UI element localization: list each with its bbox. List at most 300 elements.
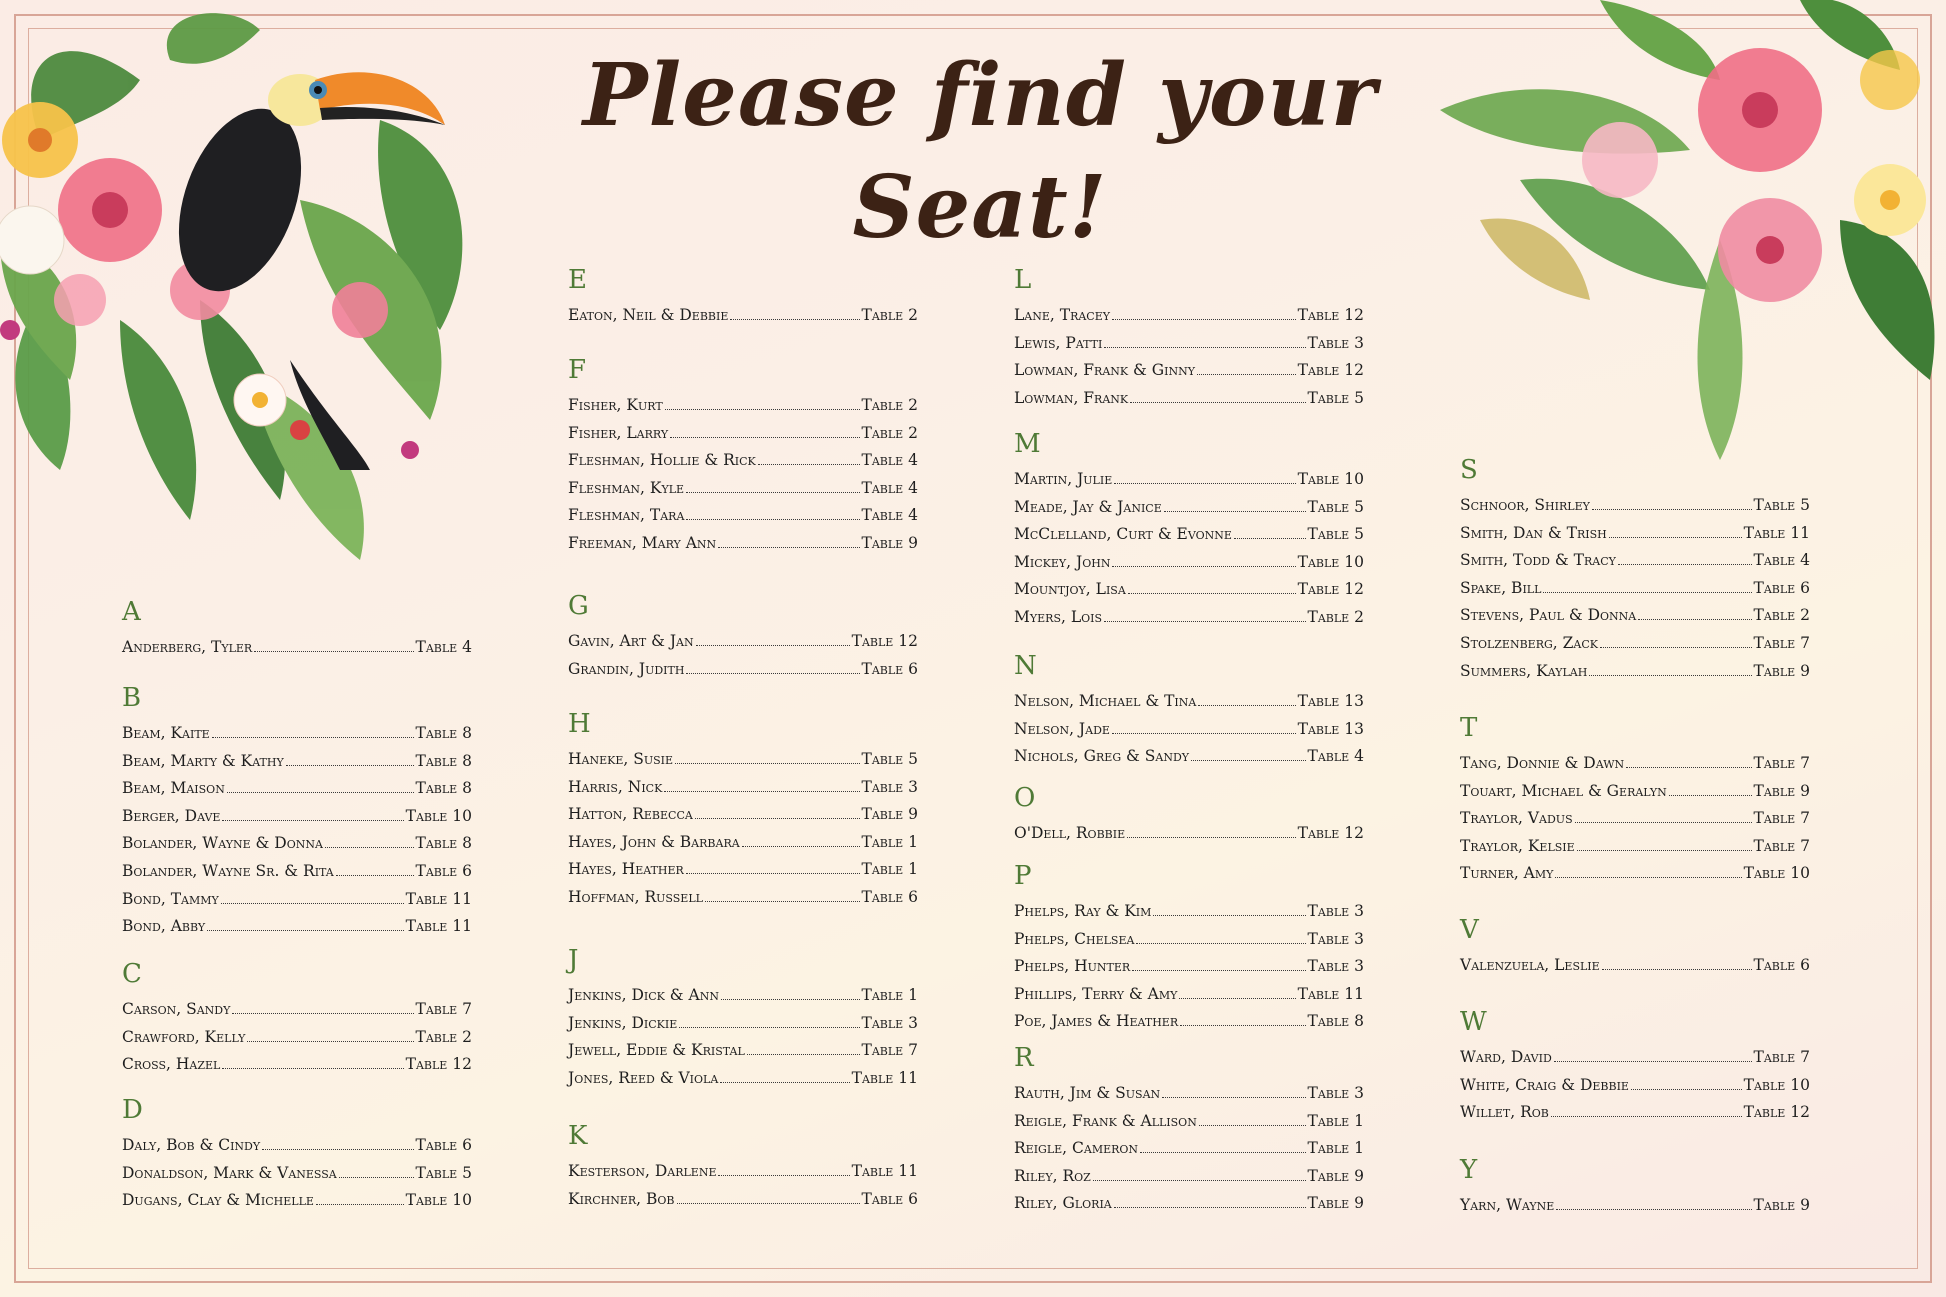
guest-name: Summers, Kaylah [1460, 661, 1588, 680]
dot-leader [1197, 374, 1296, 375]
guest-entry [1014, 1139, 1364, 1167]
guest-name: Mickey, John [1014, 552, 1111, 571]
dot-leader [705, 901, 860, 902]
guest-entry [568, 888, 918, 916]
table-number: Table 12 [1297, 306, 1364, 324]
guest-name: Kirchner, Bob [568, 1189, 675, 1208]
guest-entry [568, 750, 918, 778]
table-number: Table 9 [1753, 781, 1810, 800]
dot-leader [336, 875, 414, 876]
page-title: Please find your Seat! [582, 45, 1378, 258]
table-number: Table 10 [1297, 470, 1364, 488]
table-number: Table 7 [1753, 633, 1810, 652]
dot-leader [1543, 592, 1751, 593]
guest-name: Schnoor, Shirley [1460, 496, 1590, 514]
section-letter: O [1014, 783, 1036, 813]
dot-leader [742, 846, 860, 847]
dot-leader [695, 818, 860, 819]
table-number: Table 9 [1307, 1166, 1364, 1185]
guest-name: Reigle, Cameron [1014, 1139, 1139, 1158]
dot-leader [254, 651, 413, 652]
table-number: Table 10 [405, 1191, 472, 1210]
dot-leader [720, 1082, 849, 1083]
guest-name: Stevens, Paul & Donna [1460, 606, 1637, 625]
dot-leader [1198, 705, 1295, 706]
dot-leader [758, 464, 860, 465]
dot-leader [664, 791, 859, 792]
dot-leader [1128, 593, 1296, 594]
guest-name: Yarn, Wayne [1460, 1196, 1555, 1214]
guest-name: Fleshman, Tara [568, 506, 685, 525]
guest-name: Anderberg, Tyler [122, 638, 253, 656]
guest-name: Bolander, Wayne Sr. & Rita [122, 861, 334, 880]
guest-name: Valenzuela, Leslie [1460, 956, 1600, 974]
table-number: Table 2 [861, 306, 918, 324]
guest-entry [1460, 634, 1810, 662]
table-number: Table 2 [415, 1027, 472, 1046]
section-b [122, 684, 472, 945]
table-number: Table 9 [861, 533, 918, 552]
table-number: Table 7 [1753, 809, 1810, 828]
dot-leader [1180, 1025, 1305, 1026]
guest-entry [1460, 662, 1810, 690]
dot-leader [686, 519, 859, 520]
dot-leader [1112, 566, 1295, 567]
guest-name: Jenkins, Dick & Ann [568, 986, 719, 1004]
guest-entry [122, 890, 472, 918]
guest-entry [568, 632, 918, 660]
dot-leader [718, 547, 859, 548]
guest-name: Gavin, Art & Jan [568, 632, 694, 650]
hibiscus-floral-illustration [1420, 0, 1946, 470]
section-m [1014, 430, 1364, 636]
dot-leader [1153, 915, 1305, 916]
guest-entry [1014, 957, 1364, 985]
guest-entry [1014, 1012, 1364, 1040]
guest-name: Nelson, Michael & Tina [1014, 692, 1197, 710]
section-k [568, 1122, 918, 1217]
guest-name: Bond, Tammy [122, 889, 219, 908]
guest-name: White, Craig & Debbie [1460, 1075, 1629, 1094]
table-number: Table 6 [415, 1136, 472, 1154]
guest-entry [1014, 498, 1364, 526]
guest-entry [1460, 579, 1810, 607]
table-number: Table 11 [851, 1162, 918, 1180]
table-number: Table 3 [1307, 902, 1364, 920]
guest-entry [568, 1041, 918, 1069]
guest-entry [1460, 837, 1810, 865]
section-y [1460, 1156, 1810, 1224]
guest-entry [1014, 930, 1364, 958]
dot-leader [1130, 402, 1305, 403]
table-number: Table 11 [1743, 523, 1810, 542]
guest-name: Crawford, Kelly [122, 1027, 246, 1046]
guest-entry [568, 534, 918, 562]
table-number: Table 12 [1743, 1103, 1810, 1122]
table-number: Table 4 [861, 506, 918, 525]
guest-entry [1460, 551, 1810, 579]
dot-leader [696, 645, 850, 646]
dot-leader [1112, 319, 1296, 320]
guest-entry [568, 506, 918, 534]
table-number: Table 5 [415, 1163, 472, 1182]
guest-entry [1014, 720, 1364, 748]
guest-entry [1460, 1196, 1810, 1224]
guest-name: Jenkins, Dickie [568, 1013, 678, 1032]
table-number: Table 12 [1297, 361, 1364, 380]
guest-entry [568, 1014, 918, 1042]
guest-name: Riley, Gloria [1014, 1194, 1112, 1213]
table-number: Table 6 [1753, 578, 1810, 597]
dot-leader [686, 492, 859, 493]
guest-name: Stolzenberg, Zack [1460, 633, 1598, 652]
section-letter: T [1460, 713, 1478, 743]
guest-entry [568, 860, 918, 888]
table-number: Table 9 [1753, 661, 1810, 680]
guest-name: Freeman, Mary Ann [568, 533, 717, 552]
table-number: Table 9 [861, 805, 918, 824]
section-letter: C [122, 959, 142, 989]
dot-leader [1104, 621, 1305, 622]
table-number: Table 8 [1307, 1012, 1364, 1031]
table-number: Table 4 [415, 638, 472, 656]
section-g [568, 592, 918, 687]
guest-name: Reigle, Frank & Allison [1014, 1111, 1197, 1130]
table-number: Table 7 [861, 1041, 918, 1060]
guest-name: Carson, Sandy [122, 1000, 231, 1018]
guest-name: Dugans, Clay & Michelle [122, 1191, 314, 1210]
guest-entry [1460, 524, 1810, 552]
dot-leader [1631, 1089, 1742, 1090]
section-letter: N [1014, 651, 1037, 681]
section-w [1460, 1008, 1810, 1131]
table-number: Table 6 [861, 887, 918, 906]
guest-entry [1014, 553, 1364, 581]
dot-leader [677, 1203, 860, 1204]
dot-leader [1638, 619, 1751, 620]
table-number: Table 10 [1743, 1075, 1810, 1094]
dot-leader [686, 673, 859, 674]
guest-entry [1014, 361, 1364, 389]
table-number: Table 11 [405, 917, 472, 936]
dot-leader [221, 903, 404, 904]
guest-name: Traylor, Vadus [1460, 809, 1573, 828]
guest-name: Nichols, Greg & Sandy [1014, 747, 1190, 766]
section-letter: E [568, 265, 587, 295]
guest-entry [1014, 692, 1364, 720]
dot-leader [1602, 969, 1752, 970]
guest-name: Daly, Bob & Cindy [122, 1136, 261, 1154]
dot-leader [222, 1068, 403, 1069]
table-number: Table 4 [1307, 747, 1364, 766]
table-number: Table 6 [861, 1189, 918, 1208]
guest-entry [568, 1162, 918, 1190]
guest-entry [1460, 1048, 1810, 1076]
guest-name: Harris, Nick [568, 777, 663, 796]
guest-entry [122, 752, 472, 780]
table-number: Table 3 [1307, 957, 1364, 976]
table-number: Table 10 [405, 806, 472, 825]
guest-name: Jewell, Eddie & Kristal [568, 1041, 745, 1060]
guest-name: Martin, Julie [1014, 470, 1113, 488]
dot-leader [1626, 767, 1751, 768]
dot-leader [1140, 1152, 1305, 1153]
guest-entry [1460, 956, 1810, 984]
guest-entry [122, 834, 472, 862]
table-number: Table 7 [1753, 754, 1810, 772]
guest-entry [568, 1069, 918, 1097]
table-number: Table 5 [1307, 497, 1364, 516]
section-letter: J [568, 945, 579, 975]
guest-entry [122, 807, 472, 835]
guest-entry [568, 833, 918, 861]
guest-name: Willet, Rob [1460, 1103, 1549, 1122]
dot-leader [1114, 1207, 1306, 1208]
section-l [1014, 266, 1364, 416]
section-j [568, 946, 918, 1096]
section-f [568, 356, 918, 562]
guest-name: Donaldson, Mark & Vanessa [122, 1163, 337, 1182]
dot-leader [665, 409, 860, 410]
guest-entry [1014, 902, 1364, 930]
section-t [1460, 714, 1810, 892]
table-number: Table 8 [415, 724, 472, 742]
dot-leader [232, 1013, 413, 1014]
table-number: Table 7 [1753, 1048, 1810, 1066]
dot-leader [1132, 970, 1305, 971]
guest-entry [1014, 470, 1364, 498]
guest-entry [568, 805, 918, 833]
guest-name: Beam, Kaite [122, 724, 210, 742]
table-number: Table 9 [1753, 1196, 1810, 1214]
table-number: Table 6 [861, 659, 918, 678]
guest-name: Fleshman, Hollie & Rick [568, 451, 756, 470]
guest-name: O'Dell, Robbie [1014, 824, 1126, 842]
guest-name: Poe, James & Heather [1014, 1012, 1179, 1031]
guest-name: Hayes, Heather [568, 860, 684, 879]
guest-entry [1014, 334, 1364, 362]
table-number: Table 8 [415, 751, 472, 770]
guest-name: Phelps, Hunter [1014, 957, 1131, 976]
section-letter: Y [1460, 1155, 1478, 1185]
guest-name: Fleshman, Kyle [568, 478, 685, 497]
table-number: Table 1 [1307, 1111, 1364, 1130]
guest-entry [122, 1055, 472, 1083]
guest-entry [1460, 1076, 1810, 1104]
dot-leader [1600, 647, 1752, 648]
dot-leader [286, 765, 414, 766]
section-letter: M [1014, 429, 1041, 459]
guest-entry [1014, 608, 1364, 636]
table-number: Table 11 [1297, 984, 1364, 1003]
guest-name: Haneke, Susie [568, 750, 674, 768]
guest-name: Lowman, Frank [1014, 388, 1129, 407]
dot-leader [222, 820, 403, 821]
table-number: Table 2 [861, 396, 918, 414]
section-letter: A [122, 597, 141, 627]
table-number: Table 12 [1297, 824, 1364, 842]
dot-leader [1618, 564, 1752, 565]
dot-leader [747, 1054, 860, 1055]
table-number: Table 3 [861, 1013, 918, 1032]
dot-leader [1556, 1209, 1751, 1210]
section-letter: F [568, 355, 587, 385]
section-r [1014, 1044, 1364, 1222]
guest-entry [1460, 809, 1810, 837]
table-number: Table 4 [861, 478, 918, 497]
guest-name: Berger, Dave [122, 806, 221, 825]
dot-leader [670, 437, 859, 438]
table-number: Table 2 [861, 423, 918, 442]
dot-leader [1164, 511, 1306, 512]
dot-leader [1609, 537, 1742, 538]
guest-name: Smith, Todd & Tracy [1460, 551, 1616, 570]
dot-leader [207, 930, 404, 931]
guest-entry [1460, 1103, 1810, 1131]
section-o [1014, 784, 1364, 852]
guest-entry [568, 396, 918, 424]
dot-leader [1551, 1116, 1742, 1117]
section-letter: R [1014, 1043, 1034, 1073]
guest-name: Beam, Marty & Kathy [122, 751, 284, 770]
guest-entry [1014, 306, 1364, 334]
guest-name: Phelps, Ray & Kim [1014, 902, 1152, 920]
guest-entry [122, 1136, 472, 1164]
table-number: Table 11 [851, 1068, 918, 1087]
guest-name: Bond, Abby [122, 917, 206, 936]
dot-leader [325, 847, 414, 848]
section-s [1460, 456, 1810, 689]
guest-entry [568, 306, 918, 334]
dot-leader [721, 999, 860, 1000]
section-letter: B [122, 683, 142, 713]
table-number: Table 5 [861, 750, 918, 768]
guest-name: Traylor, Kelsie [1460, 836, 1575, 855]
table-number: Table 6 [1753, 956, 1810, 974]
table-number: Table 12 [1297, 580, 1364, 599]
guest-entry [568, 451, 918, 479]
guest-name: Nelson, Jade [1014, 719, 1110, 738]
guest-name: Hatton, Rebecca [568, 805, 693, 824]
guest-name: Fisher, Kurt [568, 396, 663, 414]
guest-name: Beam, Maison [122, 779, 225, 798]
guest-name: Lewis, Patti [1014, 333, 1103, 352]
guest-entry [1014, 525, 1364, 553]
section-p [1014, 862, 1364, 1040]
table-number: Table 7 [1753, 836, 1810, 855]
table-number: Table 5 [1753, 496, 1810, 514]
dot-leader [316, 1204, 404, 1205]
guest-name: Cross, Hazel [122, 1055, 221, 1074]
section-d [122, 1096, 472, 1219]
guest-entry [1460, 754, 1810, 782]
guest-entry [122, 1028, 472, 1056]
dot-leader [1136, 943, 1305, 944]
dot-leader [1191, 760, 1305, 761]
dot-leader [1234, 538, 1306, 539]
dot-leader [262, 1149, 413, 1150]
dot-leader [1114, 483, 1295, 484]
guest-entry [568, 1190, 918, 1218]
guest-name: Spake, Bill [1460, 578, 1542, 597]
guest-entry [568, 479, 918, 507]
guest-entry [122, 638, 472, 666]
guest-name: Turner, Amy [1460, 864, 1554, 883]
guest-entry [122, 1191, 472, 1219]
guest-entry [122, 917, 472, 945]
section-letter: V [1460, 915, 1479, 945]
table-number: Table 3 [1307, 1084, 1364, 1102]
table-number: Table 3 [861, 777, 918, 796]
guest-name: Kesterson, Darlene [568, 1162, 717, 1180]
guest-name: Ward, David [1460, 1048, 1552, 1066]
table-number: Table 1 [1307, 1139, 1364, 1158]
guest-name: Grandin, Judith [568, 659, 685, 678]
guest-entry [1460, 864, 1810, 892]
section-c [122, 960, 472, 1083]
guest-entry [1460, 496, 1810, 524]
section-letter: L [1014, 265, 1032, 295]
dot-leader [1127, 837, 1296, 838]
dot-leader [1162, 1097, 1305, 1098]
dot-leader [679, 1027, 859, 1028]
section-e [568, 266, 918, 334]
table-number: Table 5 [1307, 388, 1364, 407]
table-number: Table 13 [1297, 692, 1364, 710]
table-number: Table 12 [851, 632, 918, 650]
guest-name: Meade, Jay & Janice [1014, 497, 1162, 516]
table-number: Table 1 [861, 986, 918, 1004]
table-number: Table 11 [405, 889, 472, 908]
guest-entry [1014, 824, 1364, 852]
guest-entry [122, 724, 472, 752]
guest-name: Smith, Dan & Trish [1460, 523, 1607, 542]
guest-entry [1460, 782, 1810, 810]
table-number: Table 8 [415, 779, 472, 798]
table-number: Table 10 [1743, 864, 1810, 883]
section-v [1460, 916, 1810, 984]
dot-leader [339, 1177, 414, 1178]
guest-name: Hayes, John & Barbara [568, 832, 740, 851]
dot-leader [1093, 1180, 1306, 1181]
guest-entry [1014, 1194, 1364, 1222]
table-number: Table 9 [1307, 1194, 1364, 1213]
table-number: Table 6 [415, 861, 472, 880]
dot-leader [1104, 347, 1305, 348]
guest-entry [1014, 1167, 1364, 1195]
dot-leader [1554, 1061, 1752, 1062]
dot-leader [1199, 1125, 1306, 1126]
dot-leader [1179, 998, 1295, 999]
dot-leader [212, 737, 414, 738]
guest-entry [568, 778, 918, 806]
guest-name: Touart, Michael & Geralyn [1460, 781, 1667, 800]
dot-leader [718, 1175, 849, 1176]
guest-name: Mountjoy, Lisa [1014, 580, 1126, 599]
guest-entry [122, 779, 472, 807]
dot-leader [1589, 675, 1751, 676]
section-letter: G [568, 591, 589, 621]
section-a [122, 598, 472, 666]
table-number: Table 3 [1307, 929, 1364, 948]
guest-name: Myers, Lois [1014, 607, 1103, 626]
section-letter: K [568, 1121, 588, 1151]
section-h [568, 710, 918, 916]
guest-name: Tang, Donnie & Dawn [1460, 754, 1625, 772]
section-letter: H [568, 709, 591, 739]
section-letter: W [1460, 1007, 1487, 1037]
guest-entry [568, 424, 918, 452]
